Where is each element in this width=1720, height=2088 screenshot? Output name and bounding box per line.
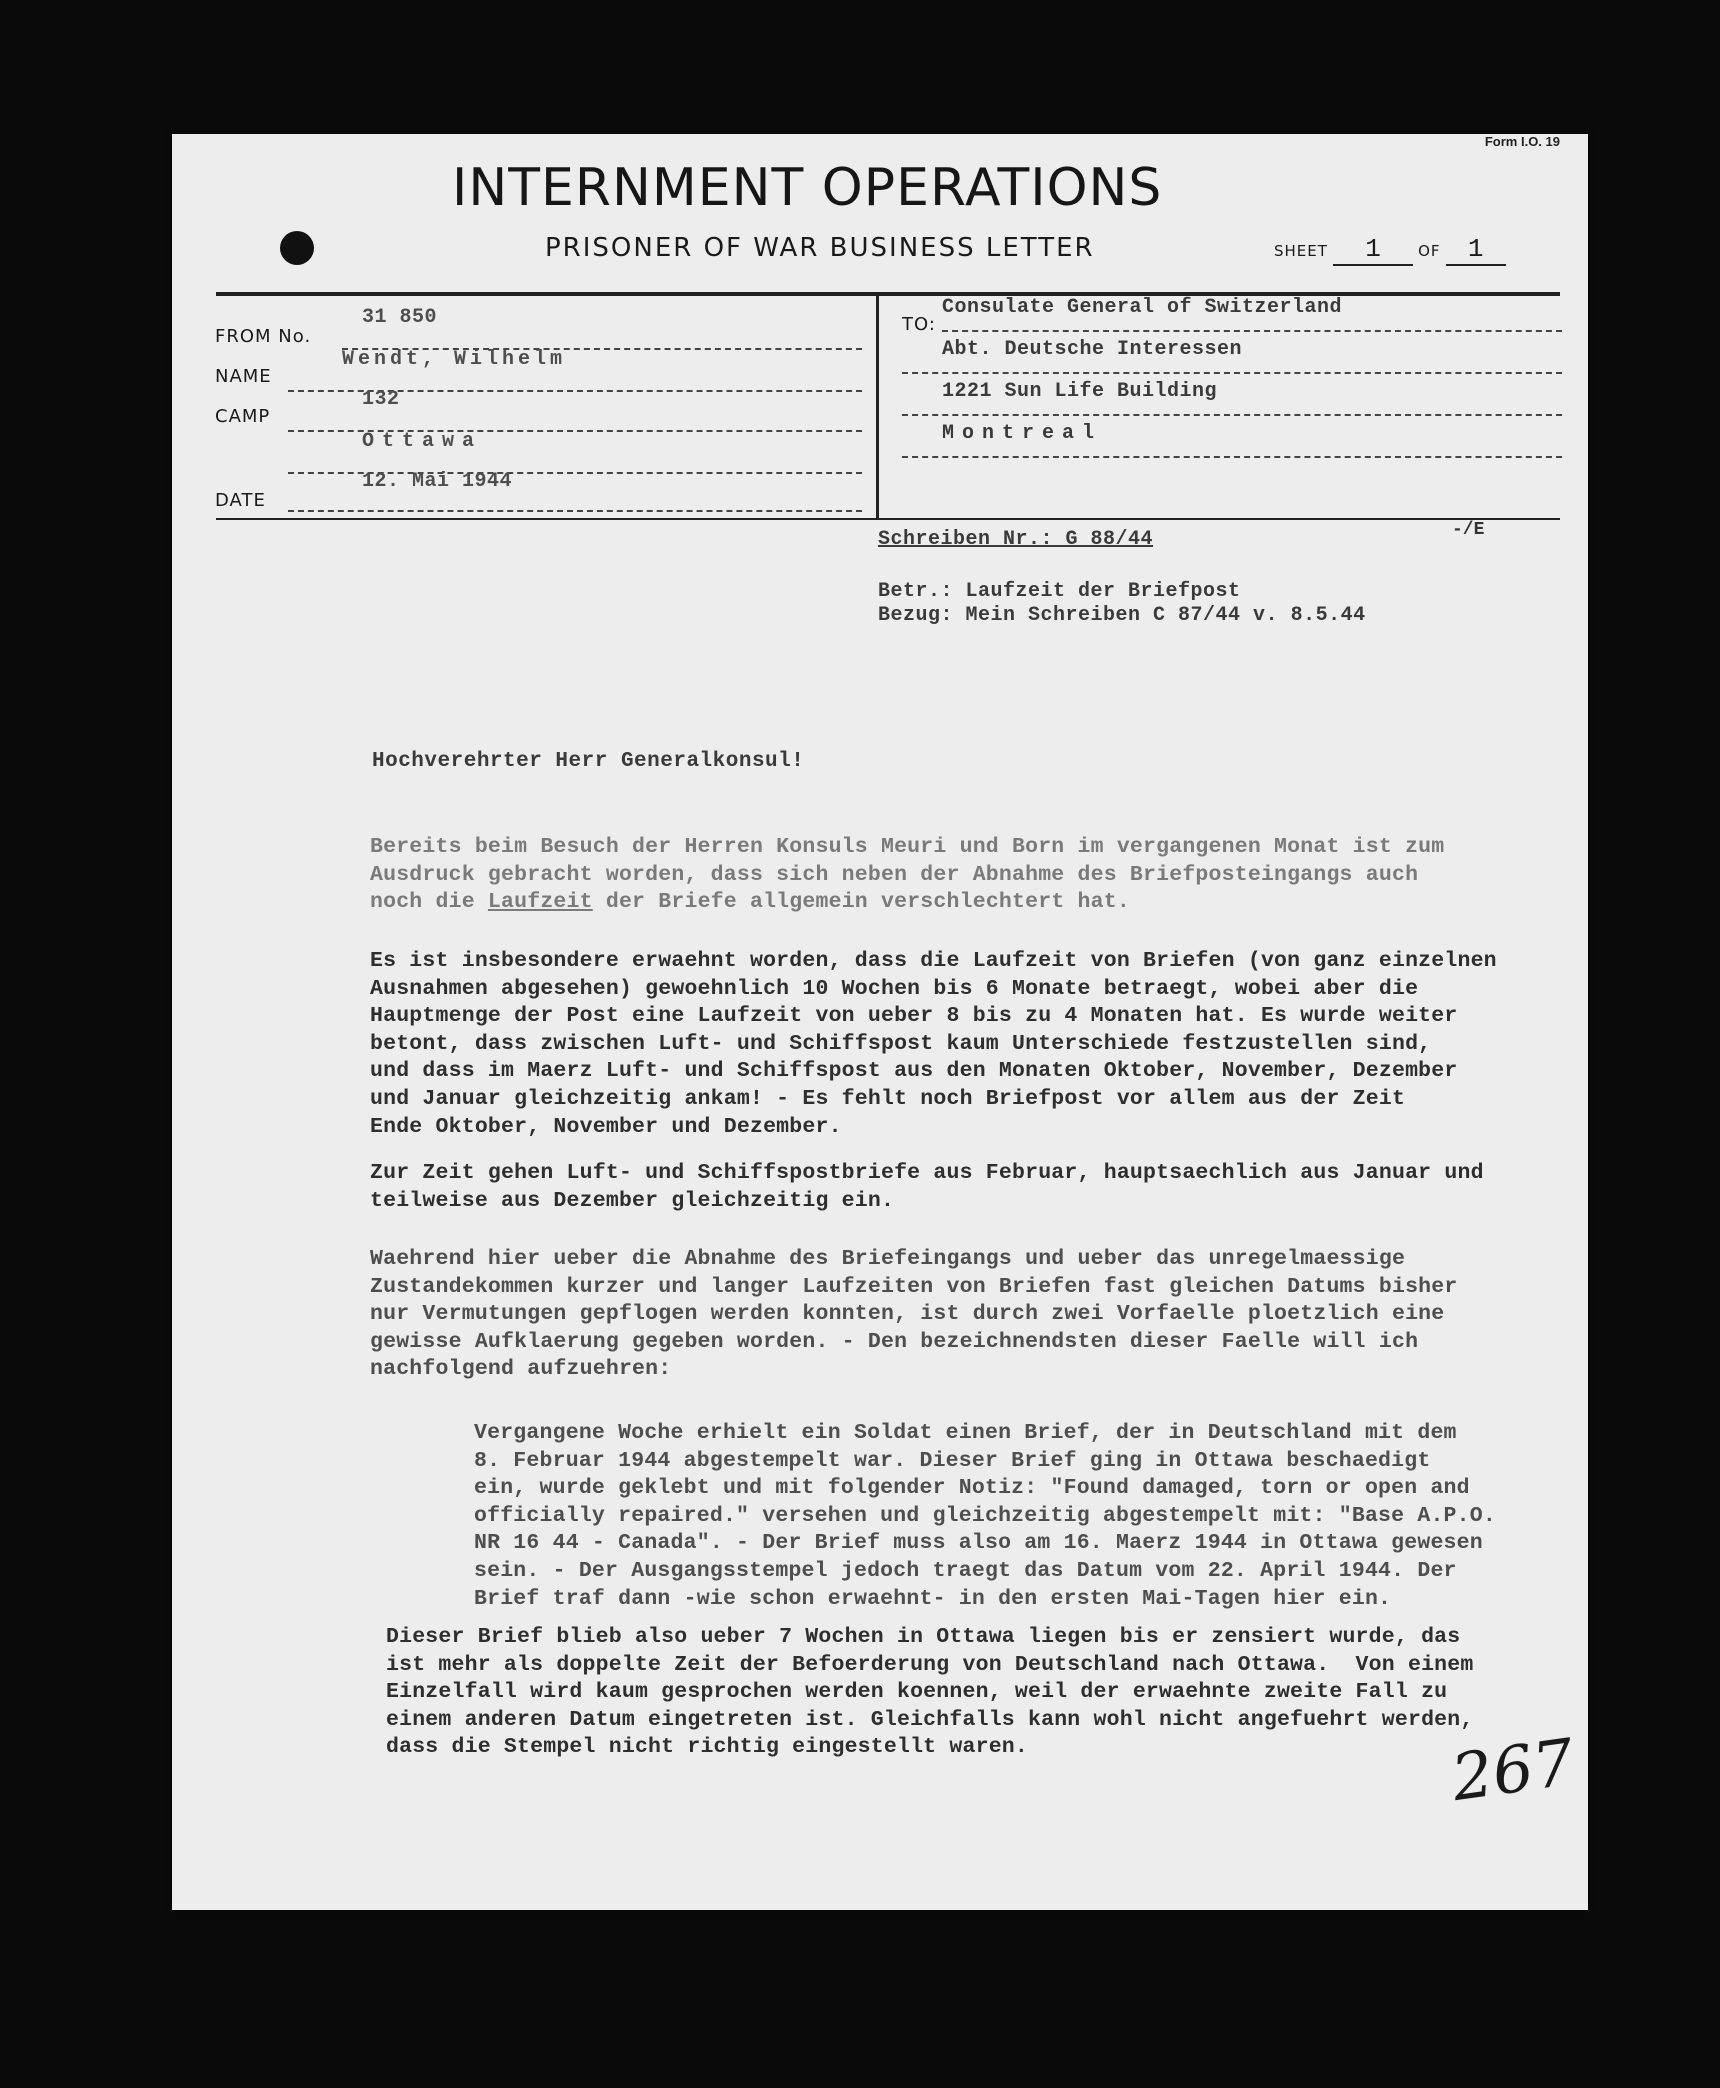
to-line-3 xyxy=(902,414,1562,416)
to-label: TO: xyxy=(902,314,936,335)
punch-hole xyxy=(280,231,314,265)
p2-line-3: Hauptmenge der Post eine Laufzeit von ueber 8 bis zu 4 Monaten hat. Es wurde weiter xyxy=(370,1004,1458,1029)
p5-line-3: Einzelfall wird kaum gesprochen werden koennen, weil der erwaehnte zweite Fall zu xyxy=(386,1680,1448,1705)
p5-line-5: dass die Stempel nicht richtig eingestellt waren. xyxy=(386,1735,1029,1760)
quote-line-7: Brief traf dann -wie schon erwaehnt- in den ersten Mai-Tagen hier ein. xyxy=(474,1586,1392,1611)
p1-line-1: Bereits beim Besuch der Herren Konsuls Meuri und Born im vergangenen Monat ist zum xyxy=(370,835,1445,859)
form-title: INTERNMENT OPERATIONS xyxy=(452,158,1163,218)
paragraph-4 xyxy=(370,1246,1457,1384)
handwritten-page-number: 267 xyxy=(1447,1725,1579,1817)
reference-initials: -/E xyxy=(1452,520,1485,540)
p2-line-4: betont, dass zwischen Luft- und Schiffspost kaum Unterschiede festzustellen sind, xyxy=(370,1031,1432,1056)
reference-subject: Betr.: Laufzeit der Briefpost xyxy=(878,580,1241,603)
quote-line-3: ein, wurde geklebt und mit folgender Notiz: "Found damaged, torn or open and xyxy=(474,1476,1470,1501)
p4-line-3: nur Vermutungen gepflogen werden konnten, ist durch zwei Vorfaelle ploetzlich eine xyxy=(370,1302,1445,1327)
from-no-value: 31 850 xyxy=(362,306,438,329)
quote-line-6: sein. - Der Ausgangsstempel jedoch traegt das Datum vom 22. April 1944. Der xyxy=(474,1558,1457,1583)
sheet-number xyxy=(1274,234,1506,266)
p5-line-1: Dieser Brief blieb also ueber 7 Wochen in Ottawa liegen bis er zensiert wurde, das xyxy=(386,1625,1461,1649)
to-line-4 xyxy=(902,456,1562,458)
to-line1: Consulate General of Switzerland xyxy=(942,296,1343,319)
name-label: NAME xyxy=(215,366,272,387)
p2-line-6: und Januar gleichzeitig ankam! - Es fehlt noch Briefpost vor allem aus der Zeit xyxy=(370,1086,1406,1111)
to-line-1 xyxy=(942,330,1562,332)
address-divider xyxy=(876,294,879,519)
p2-line-1: Es ist insbesondere erwaehnt worden, dass die Laufzeit von Briefen (von ganz einzelnen xyxy=(370,949,1497,973)
form-id: Form I.O. 19 xyxy=(1484,134,1560,149)
quote-line-5: NR 16 44 - Canada". - Der Brief muss also am 16. Maerz 1944 in Ottawa gewesen xyxy=(474,1531,1483,1556)
quote-line-1: Vergangene Woche erhielt ein Soldat einen Brief, der in Deutschland mit dem xyxy=(474,1421,1457,1445)
reference-bezug: Bezug: Mein Schreiben C 87/44 v. 8.5.44 xyxy=(878,604,1366,627)
header-rule xyxy=(216,292,1560,296)
p1-line-2: Ausdruck gebracht worden, dass sich neben der Abnahme des Briefposteingangs auch xyxy=(370,862,1419,887)
camp-value: 132 xyxy=(362,388,400,411)
paragraph-1 xyxy=(370,834,1444,917)
from-no-label: FROM No. xyxy=(215,326,312,347)
reference-number: Schreiben Nr.: G 88/44 xyxy=(878,528,1154,551)
camp-label: CAMP xyxy=(215,406,271,427)
p4-line-4: gewisse Aufklaerung gegeben worden. - Den bezeichnendsten dieser Faelle will ich xyxy=(370,1329,1419,1354)
date-line xyxy=(288,510,862,512)
to-line4: Montreal xyxy=(942,422,1103,445)
quote-line-2: 8. Februar 1944 abgestempelt war. Dieser Brief ging in Ottawa beschaedigt xyxy=(474,1448,1431,1473)
to-line2: Abt. Deutsche Interessen xyxy=(942,338,1243,361)
p3-line-2: teilweise aus Dezember gleichzeitig ein. xyxy=(370,1188,895,1213)
camp-city: Ottawa xyxy=(362,430,483,453)
sheet-value: 1 xyxy=(1333,234,1413,266)
p4-line-5: nachfolgend aufzuehren: xyxy=(370,1357,672,1382)
p2-line-2: Ausnahmen abgesehen) gewoehnlich 10 Wochen bis 6 Monate betraegt, wobei aber die xyxy=(370,976,1419,1001)
address-bottom-rule xyxy=(216,518,1560,520)
date-label: DATE xyxy=(215,490,266,511)
paragraph-3 xyxy=(370,1160,1484,1215)
form-subtitle: PRISONER OF WAR BUSINESS LETTER xyxy=(545,233,1095,263)
p2-line-7: Ende Oktober, November und Dezember. xyxy=(370,1114,842,1139)
salutation: Hochverehrter Herr Generalkonsul! xyxy=(372,750,805,773)
date-value: 12. Mai 1944 xyxy=(362,470,513,493)
sheet-label: SHEET xyxy=(1274,242,1328,260)
p5-line-2: ist mehr als doppelte Zeit der Befoerderung von Deutschland nach Ottawa. Von einem xyxy=(386,1652,1474,1677)
p4-line-2: Zustandekommen kurzer und langer Laufzeiten von Briefen fast gleichen Datums bisher xyxy=(370,1274,1458,1299)
to-line-2 xyxy=(902,372,1562,374)
p1-line-3: noch die Laufzeit der Briefe allgemein verschlechtert hat. xyxy=(370,890,1130,915)
to-line3: 1221 Sun Life Building xyxy=(942,380,1218,403)
of-label: OF xyxy=(1418,242,1441,260)
p3-line-1: Zur Zeit gehen Luft- und Schiffspostbriefe aus Februar, hauptsaechlich aus Januar und xyxy=(370,1161,1484,1185)
name-value: Wendt, Wilhelm xyxy=(342,348,567,371)
p5-line-4: einem anderen Datum eingetreten ist. Gleichfalls kann wohl nicht angefuehrt werden, xyxy=(386,1707,1474,1732)
of-value: 1 xyxy=(1446,234,1506,266)
quote-line-4: officially repaired." versehen und gleichzeitig abgestempelt mit: "Base A.P.O. xyxy=(474,1503,1496,1528)
paragraph-2 xyxy=(370,948,1497,1141)
p2-line-5: und dass im Maerz Luft- und Schiffspost aus den Monaten Oktober, November, Dezember xyxy=(370,1059,1458,1084)
p4-line-1: Waehrend hier ueber die Abnahme des Briefeingangs und ueber das unregelmaessige xyxy=(370,1247,1406,1271)
letter-sheet xyxy=(172,134,1588,1910)
paragraph-5 xyxy=(386,1624,1473,1762)
quote-block xyxy=(474,1420,1496,1613)
